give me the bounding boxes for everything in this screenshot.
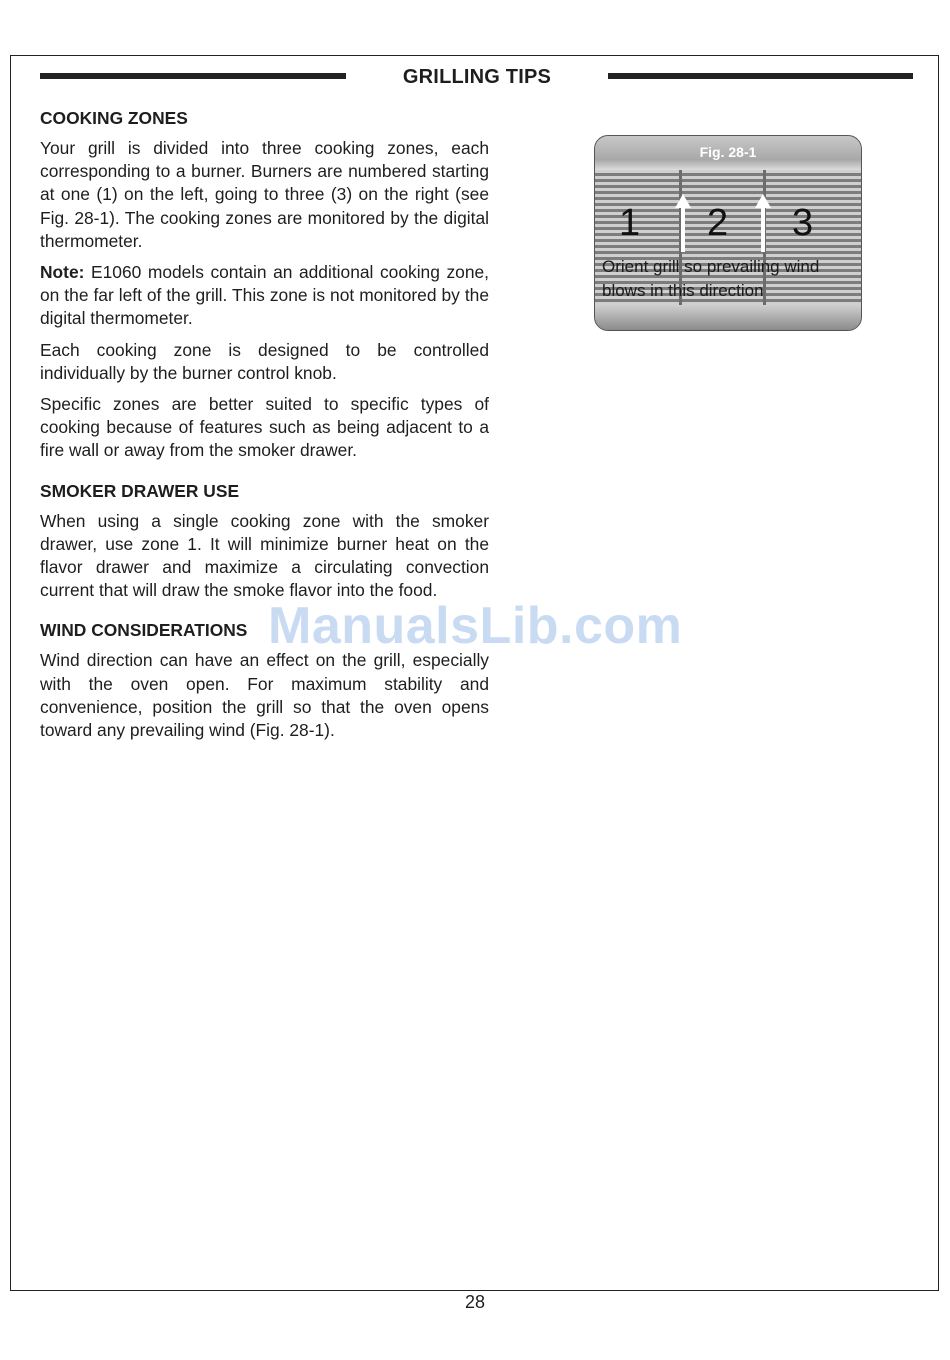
section-heading-wind: WIND CONSIDERATIONS — [40, 620, 248, 641]
up-arrow-icon — [675, 194, 691, 254]
figure-grill-zones — [594, 135, 862, 331]
header-rule-right — [608, 73, 913, 79]
page-number: 28 — [464, 1292, 486, 1312]
cooking-zones-note — [40, 261, 489, 331]
up-arrow-icon — [755, 194, 771, 254]
cooking-zones-paragraph-3: Each cooking zone is designed to be controlled individually by the burner control knob. — [40, 339, 489, 383]
note-label: Note: — [40, 262, 85, 283]
header-rule-left — [40, 73, 346, 79]
section-heading-smoker-drawer: SMOKER DRAWER USE — [40, 480, 240, 501]
figure-label: Fig. 28-1 — [699, 144, 757, 160]
figure-caption: Orient grill so prevailing wind blows in this direction — [602, 257, 820, 300]
grill-front-rail — [595, 305, 861, 330]
wind-paragraph: Wind direction can have an effect on the grill, especially with the oven open. For maximum stability and convenience, position the grill so that the oven opens toward any prevailing wind (Fig. 28-1). — [40, 650, 489, 741]
note-text: E1060 models contain an additional cooking zone, on the far left of the grill. This zone is not monitored by the digital thermometer. — [40, 262, 489, 329]
zone-number-3: 3 — [792, 202, 814, 244]
watermark: ManualsLib.com — [268, 597, 683, 655]
smoker-drawer-paragraph: When using a single cooking zone with the smoker drawer, use zone 1. It will minimize burner heat on the flavor drawer and maximize a circulating convection current that will draw the smoke flavor into the food. — [40, 510, 489, 601]
cooking-zones-paragraph-4: Specific zones are better suited to specific types of cooking because of features such as being adjacent to a fire wall or away from the smoker drawer. — [40, 394, 489, 461]
page-title: GRILLING TIPS — [402, 66, 552, 88]
zone-number-1: 1 — [619, 202, 641, 244]
zone-number-2: 2 — [707, 202, 729, 244]
section-heading-cooking-zones: COOKING ZONES — [40, 108, 188, 128]
cooking-zones-paragraph-1: Your grill is divided into three cooking zones, each corresponding to a burner. Burners are numbered starting at one (1) on the left, going to three (3) on the right (see Fig. 28-1). The cooking zones are monitored by the digital thermometer. — [40, 138, 489, 251]
